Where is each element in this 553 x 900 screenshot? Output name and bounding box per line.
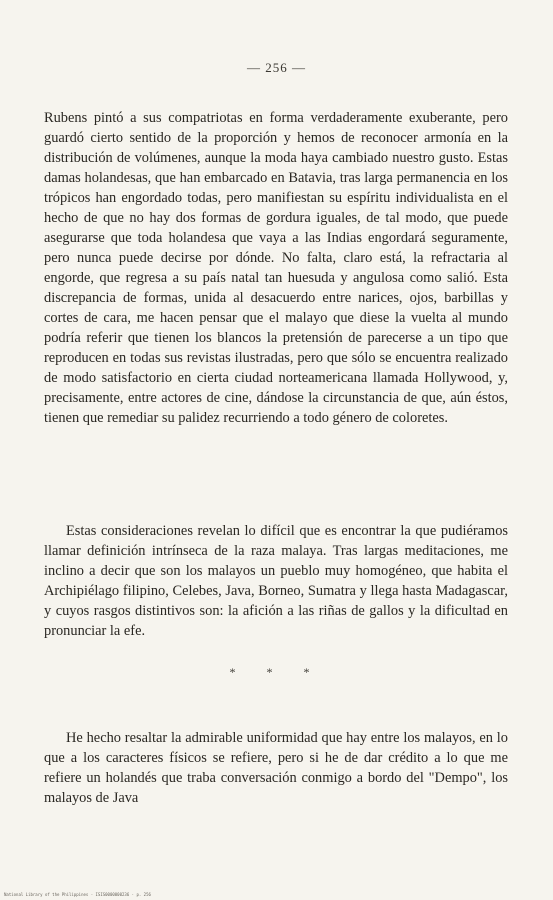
page-number: — 256 — <box>247 60 306 75</box>
paragraph-1: Rubens pintó a sus compatriotas en forma verdaderamente exuberante, pero guardó cierto sentido de la proporción y hemos de reconocer armonía en la distribución de volúmenes, aunque la moda haya cambiado nuestro gusto. Estas damas holandesas, que han embarcado en Batavia, tras larga permanencia en los trópicos han engordado todas, pero manifiestan su espíritu individualista en el hecho de que no hay dos formas de gordura iguales, de tal modo, que puede asegurarse que toda holandesa que vaya a las Indias engordará seguramente, pero nunca puede decirse por dónde. No falta, claro está, la refractaria al engorde, que regresa a su país natal tan huesuda y angulosa como salió. Esta discrepancia de formas, unida al desacuerdo entre narices, ojos, barbillas y cortes de cara, me hacen pensar que el malayo que diese la vuelta al mundo podría referir que tienen los blancos la pretensión de parecerse a un tipo que reproducen en todas sus revistas ilustradas, pero que sólo se encuentra realizado de modo satisfactorio en cierta ciudad norteamericana llamada Hollywood, y, precisamente, entre actores de cine, dándose la circunstancia de que, aún éstos, tienen que remediar su palidez recurriendo a todo género de coloretes. <box>44 110 508 427</box>
section-separator: * * * <box>229 665 324 679</box>
scan-footer: National Library of the Philippines · ISIS0000000236 · p. 256 <box>4 892 151 897</box>
paragraph-3: He hecho resaltar la admirable uniformidad que hay entre los malayos, en lo que a los caracteres físicos se refiere, pero si he de dar crédito a lo que me refiere un holandés que traba conversación conmigo a bordo del "Dempo", los malayos de Java <box>44 730 508 807</box>
paragraph-2: Estas consideraciones revelan lo difícil que es encontrar la que pudiéramos llamar definición intrínseca de la raza malaya. Tras largas meditaciones, me inclino a decir que son los malayos un pueblo muy homogéneo, que habita el Archipiélago filipino, Celebes, Java, Borneo, Sumatra y llega hasta Madagascar, y cuyos rasgos distintivos son: la afición a las riñas de gallos y la dificultad en pronunciar la efe. <box>44 523 508 640</box>
